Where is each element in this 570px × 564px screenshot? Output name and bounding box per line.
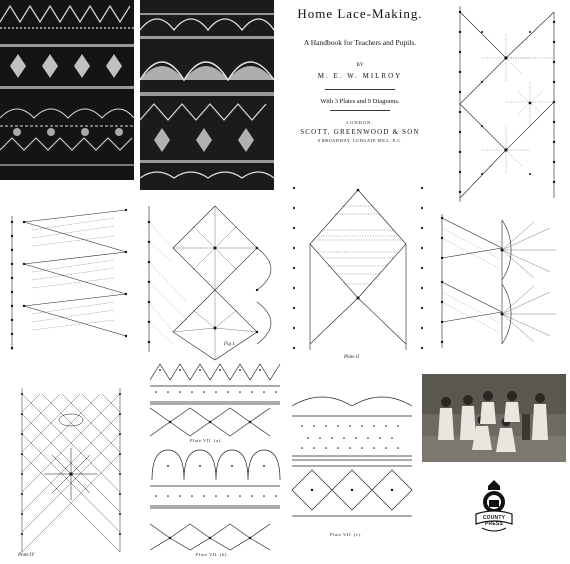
caption-fig1: Fig 1 — [224, 342, 235, 347]
pattern-diagram-plate-vii-c — [288, 390, 414, 530]
pattern-diagram-plate-vii-b — [146, 446, 284, 554]
book-title: Home Lace-Making. — [297, 6, 423, 21]
caption-plate-vii-c: Plate VII. (c). — [330, 532, 363, 537]
caption-plate-ii: Plate II — [344, 355, 360, 360]
caption-plate-vii-a: Plate VII. (a). — [190, 438, 223, 443]
caption-plate-vii-b: Plate VII. (b). — [196, 552, 229, 557]
group-photo — [422, 374, 566, 462]
london-label: LONDON: — [346, 120, 374, 125]
by-label: BY — [356, 63, 364, 68]
caption-plate-iv: Plate IV — [18, 553, 35, 558]
pattern-diagram-plate-ii — [288, 174, 428, 362]
county-press-logo — [472, 478, 516, 538]
publisher-name: SCOTT, GREENWOOD & SON — [300, 128, 420, 136]
pattern-diagram-plate-iv — [4, 384, 138, 556]
pattern-diagram-top-right — [446, 2, 568, 204]
title-page — [278, 4, 442, 190]
logo-text: COUNTY PRESS — [482, 515, 506, 527]
lace-photo-left — [0, 0, 134, 180]
pattern-diagram-plate-vii-a — [146, 356, 284, 438]
publisher-address: 8 BROADWAY, LUDGATE HILL, E.C. — [317, 138, 403, 143]
title-rule-2 — [330, 110, 390, 111]
pattern-diagram-fig1 — [143, 202, 285, 364]
pattern-diagram-fans — [434, 208, 568, 354]
title-rule — [325, 89, 395, 90]
author-name: M. E. W. MILROY — [317, 72, 403, 80]
pattern-diagram-zigzag — [4, 206, 136, 354]
plates-note: With 3 Plates and 9 Diagrams. — [320, 98, 400, 105]
lace-photo-right — [140, 0, 274, 190]
book-subtitle: A Handbook for Teachers and Pupils. — [303, 38, 417, 47]
